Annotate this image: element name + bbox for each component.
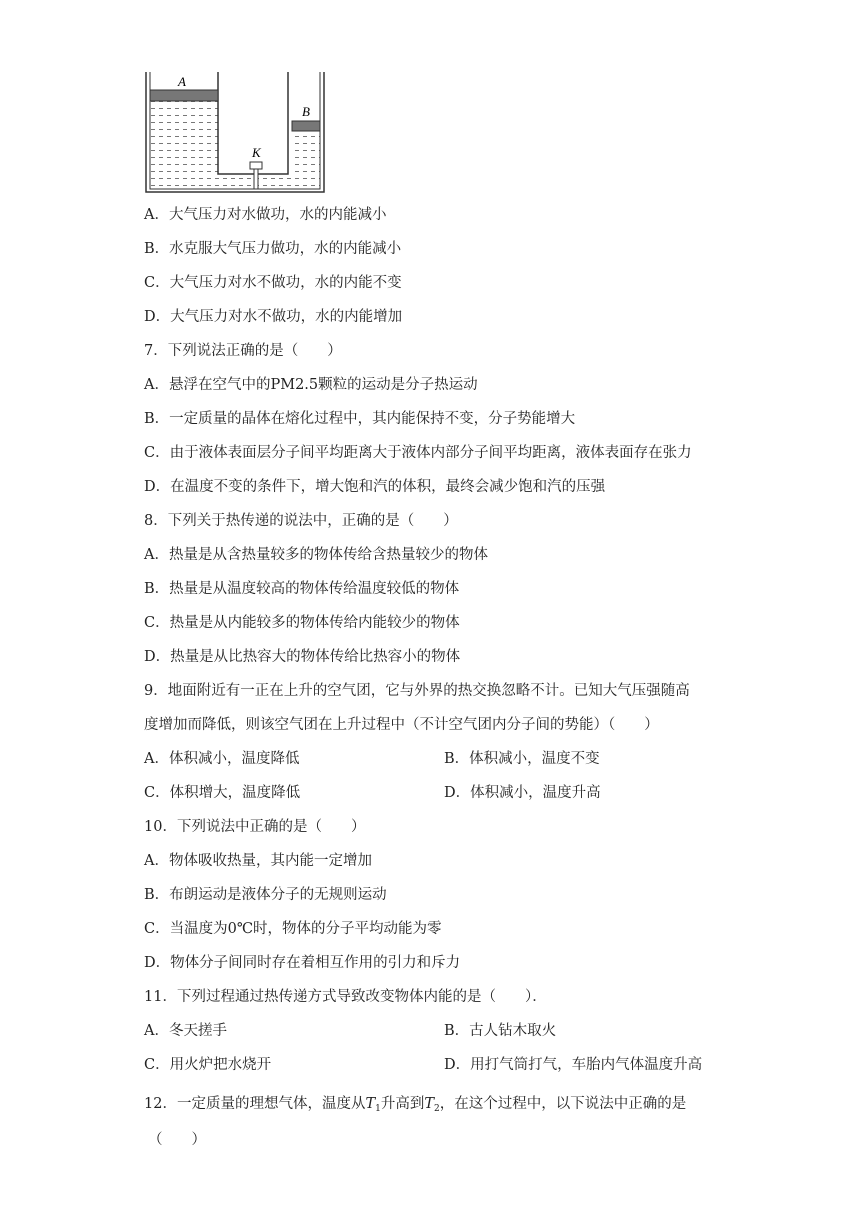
q12-stem-part3: ，在这个过程中，以下说法中正确的是 bbox=[439, 1096, 687, 1112]
q6-option-c: C．大气压力对水不做功，水的内能不变 bbox=[144, 275, 402, 291]
q11-option-b: B．古人钻木取火 bbox=[444, 1023, 557, 1039]
water-left bbox=[150, 101, 218, 189]
q11-stem: 11．下列过程通过热传递方式导致改变物体内能的是（ ）． bbox=[144, 989, 547, 1005]
q9-option-d: D．体积减小，温度升高 bbox=[444, 785, 601, 801]
q6-option-d: D．大气压力对水不做功，水的内能增加 bbox=[144, 309, 403, 325]
q7-option-a: A．悬浮在空气中的PM2.5颗粒的运动是分子热运动 bbox=[144, 377, 478, 393]
piston-b bbox=[292, 121, 320, 131]
q7-stem: 7．下列说法正确的是（ ） bbox=[144, 343, 342, 359]
q8-option-a: A．热量是从含热量较多的物体传给含热量较少的物体 bbox=[144, 547, 488, 563]
cylinder-diagram bbox=[142, 70, 332, 195]
label-k: K bbox=[252, 145, 261, 160]
label-b: B bbox=[302, 104, 310, 119]
q8-option-c: C．热量是从内能较多的物体传给内能较少的物体 bbox=[144, 615, 460, 631]
q10-option-d: D．物体分子间同时存在着相互作用的引力和斥力 bbox=[144, 955, 461, 971]
q10-option-b: B．布朗运动是液体分子的无规则运动 bbox=[144, 887, 387, 903]
valve-k bbox=[250, 162, 262, 169]
water-right bbox=[292, 131, 320, 189]
cylinder-diagram-svg bbox=[142, 70, 332, 195]
q10-option-a: A．物体吸收热量，其内能一定增加 bbox=[144, 853, 372, 869]
q12-t2-symbol: T bbox=[424, 1096, 435, 1112]
piston-a bbox=[150, 90, 218, 101]
q12-stem-line2: （ ） bbox=[148, 1132, 206, 1148]
q7-option-c: C．由于液体表面层分子间平均距离大于液体内部分子间平均距离，液体表面存在张力 bbox=[144, 445, 692, 461]
q6-option-a: A．大气压力对水做功，水的内能减小 bbox=[144, 207, 387, 223]
q10-stem: 10．下列说法中正确的是（ ） bbox=[144, 819, 366, 835]
q9-stem-line2: 度增加而降低，则该空气团在上升过程中（不计空气团内分子间的势能）（ ） bbox=[144, 717, 659, 733]
q9-option-b: B．体积减小，温度不变 bbox=[444, 751, 600, 767]
q11-option-a: A．冬天搓手 bbox=[144, 1023, 227, 1039]
q12-stem-part2: 升高到 bbox=[380, 1096, 425, 1112]
q8-option-d: D．热量是从比热容大的物体传给比热容小的物体 bbox=[144, 649, 461, 665]
q6-option-b: B．水克服大气压力做功，水的内能减小 bbox=[144, 241, 402, 257]
q10-option-c: C．当温度为0℃时，物体的分子平均动能为零 bbox=[144, 921, 442, 937]
valve-stem bbox=[254, 169, 258, 189]
q7-option-d: D．在温度不变的条件下，增大饱和汽的体积，最终会减少饱和汽的压强 bbox=[144, 479, 606, 495]
q8-stem: 8．下列关于热传递的说法中，正确的是（ ） bbox=[144, 513, 458, 529]
q7-option-b: B．一定质量的晶体在熔化过程中，其内能保持不变，分子势能增大 bbox=[144, 411, 576, 427]
q12-stem-part1: 12．一定质量的理想气体，温度从 bbox=[144, 1096, 366, 1112]
q9-option-a: A．体积减小，温度降低 bbox=[144, 751, 300, 767]
label-a: A bbox=[178, 74, 186, 89]
q12-stem-line1 bbox=[144, 1094, 686, 1119]
q11-option-d: D．用打气筒打气，车胎内气体温度升高 bbox=[444, 1057, 703, 1073]
q12-t1-subscript: 1 bbox=[375, 1104, 381, 1114]
q11-option-c: C．用火炉把水烧开 bbox=[144, 1057, 272, 1073]
q9-option-c: C．体积增大，温度降低 bbox=[144, 785, 301, 801]
q12-t2-subscript: 2 bbox=[434, 1104, 440, 1114]
q8-option-b: B．热量是从温度较高的物体传给温度较低的物体 bbox=[144, 581, 460, 597]
q9-stem-line1: 9．地面附近有一正在上升的空气团，它与外界的热交换忽略不计。已知大气压强随高 bbox=[144, 683, 690, 699]
q12-t1-symbol: T bbox=[365, 1096, 376, 1112]
